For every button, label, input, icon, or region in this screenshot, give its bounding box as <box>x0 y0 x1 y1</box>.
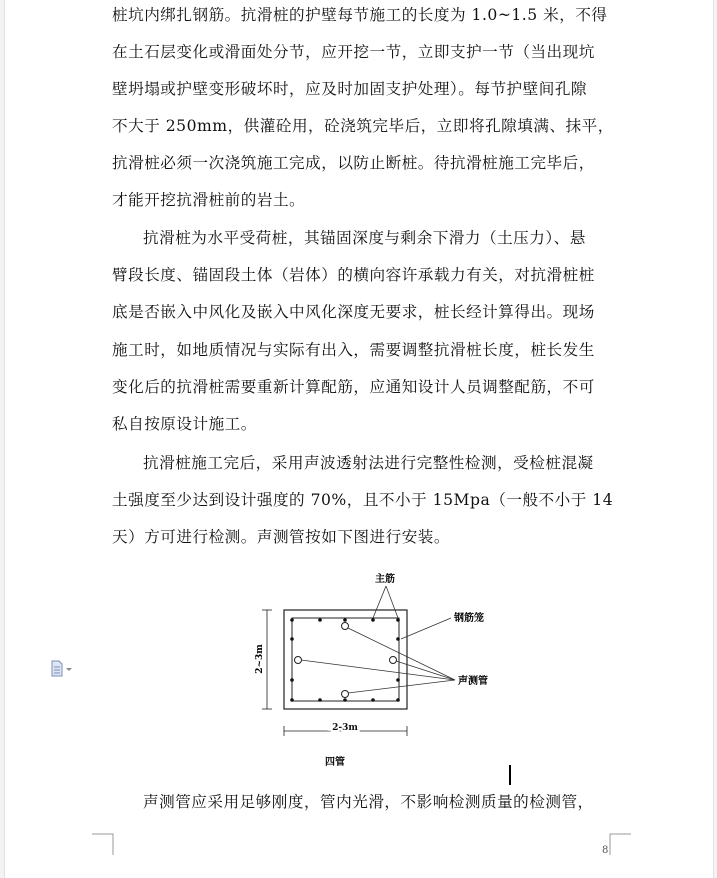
rebar-dot <box>290 678 294 682</box>
rebar-dot <box>290 698 294 702</box>
sonic-tube-top <box>342 623 349 630</box>
figure-caption: 四管 <box>325 757 345 768</box>
leader-lines <box>301 586 455 693</box>
text-line: 壁坍塌或护壁变形破坏时，应及时加固支护处理）。每节护壁间孔隙 <box>112 80 588 98</box>
rebar-dot <box>318 698 322 702</box>
page-left-edge <box>0 0 5 878</box>
rebar-dots <box>290 618 400 702</box>
text-line: 抗滑桩为水平受荷桩，其锚固深度与剩余下滑力（土压力）、悬 <box>143 229 586 247</box>
label-rebar-cage: 钢筋笼 <box>454 613 484 624</box>
rebar-dot <box>396 698 400 702</box>
text-line: 天）方可进行检测。声测管按如下图进行安装。 <box>112 528 450 546</box>
rebar-dot <box>343 698 347 702</box>
text-line: 变化后的抗滑桩需要重新计算配筋，应通知设计人员调整配筋，不可 <box>112 378 595 396</box>
page-right-edge <box>713 0 717 878</box>
text-cursor <box>509 765 511 785</box>
label-main-rebar: 主筋 <box>375 574 395 585</box>
text-line: 抗滑桩施工完后，采用声波透射法进行完整性检测，受检桩混凝 <box>143 454 594 472</box>
rebar-dot <box>318 618 322 622</box>
rebar-dot <box>396 618 400 622</box>
document-icon[interactable] <box>50 660 74 678</box>
text-line: 土强度至少达到设计强度的 70%，且不小于 15Mpa（一般不小于 14 <box>112 491 614 509</box>
rebar-dot <box>343 618 347 622</box>
margin-corner-left <box>92 833 114 855</box>
page-number: 8 <box>602 845 609 856</box>
rebar-dot <box>290 637 294 641</box>
text-line: 底是否嵌入中风化及嵌入中风化深度无要求，桩长经计算得出。现场 <box>112 303 595 321</box>
rebar-dot <box>290 618 294 622</box>
rebar-dot <box>371 698 375 702</box>
text-line: 才能开挖抗滑桩前的岩土。 <box>112 191 306 209</box>
text-line: 不大于 250mm，供灌砼用，砼浇筑完毕后，立即将孔隙填满、抹平， <box>112 117 614 135</box>
text-line: 臂段长度、锚固段土体（岩体）的横向容许承载力有关，对抗滑桩桩 <box>112 266 595 284</box>
sonic-tube-bottom <box>342 691 349 698</box>
label-sonic-tube: 声测管 <box>458 676 488 687</box>
text-line: 抗滑桩必须一次浇筑施工完成，以防止断桩。待抗滑桩施工完毕后， <box>112 154 595 172</box>
rebar-dot <box>396 637 400 641</box>
text-line: 在土石层变化或滑面处分节，应开挖一节，立即支护一节（当出现坑 <box>112 43 595 61</box>
text-line: 私自按原设计施工。 <box>112 415 257 433</box>
sonic-tube-diagram <box>255 568 505 773</box>
dim-vertical-label: 2~3m <box>255 644 265 674</box>
text-line: 施工时，如地质情况与实际有出入，需要调整抗滑桩长度，桩长发生 <box>112 341 595 359</box>
dim-horizontal-label: 2-3m <box>332 723 358 733</box>
sonic-tube-right <box>390 657 397 664</box>
margin-corner-right <box>609 833 631 855</box>
rebar-dot <box>371 618 375 622</box>
rebar-dot <box>396 678 400 682</box>
sonic-tube-left <box>295 657 302 664</box>
text-line: 桩坑内绑扎钢筋。抗滑桩的护壁每节施工的长度为 1.0~1.5 米，不得 <box>112 6 608 24</box>
dropdown-arrow-icon[interactable] <box>66 668 72 671</box>
text-line: 声测管应采用足够刚度，管内光滑，不影响检测质量的检测管， <box>143 793 594 811</box>
sonic-tubes <box>295 623 397 698</box>
